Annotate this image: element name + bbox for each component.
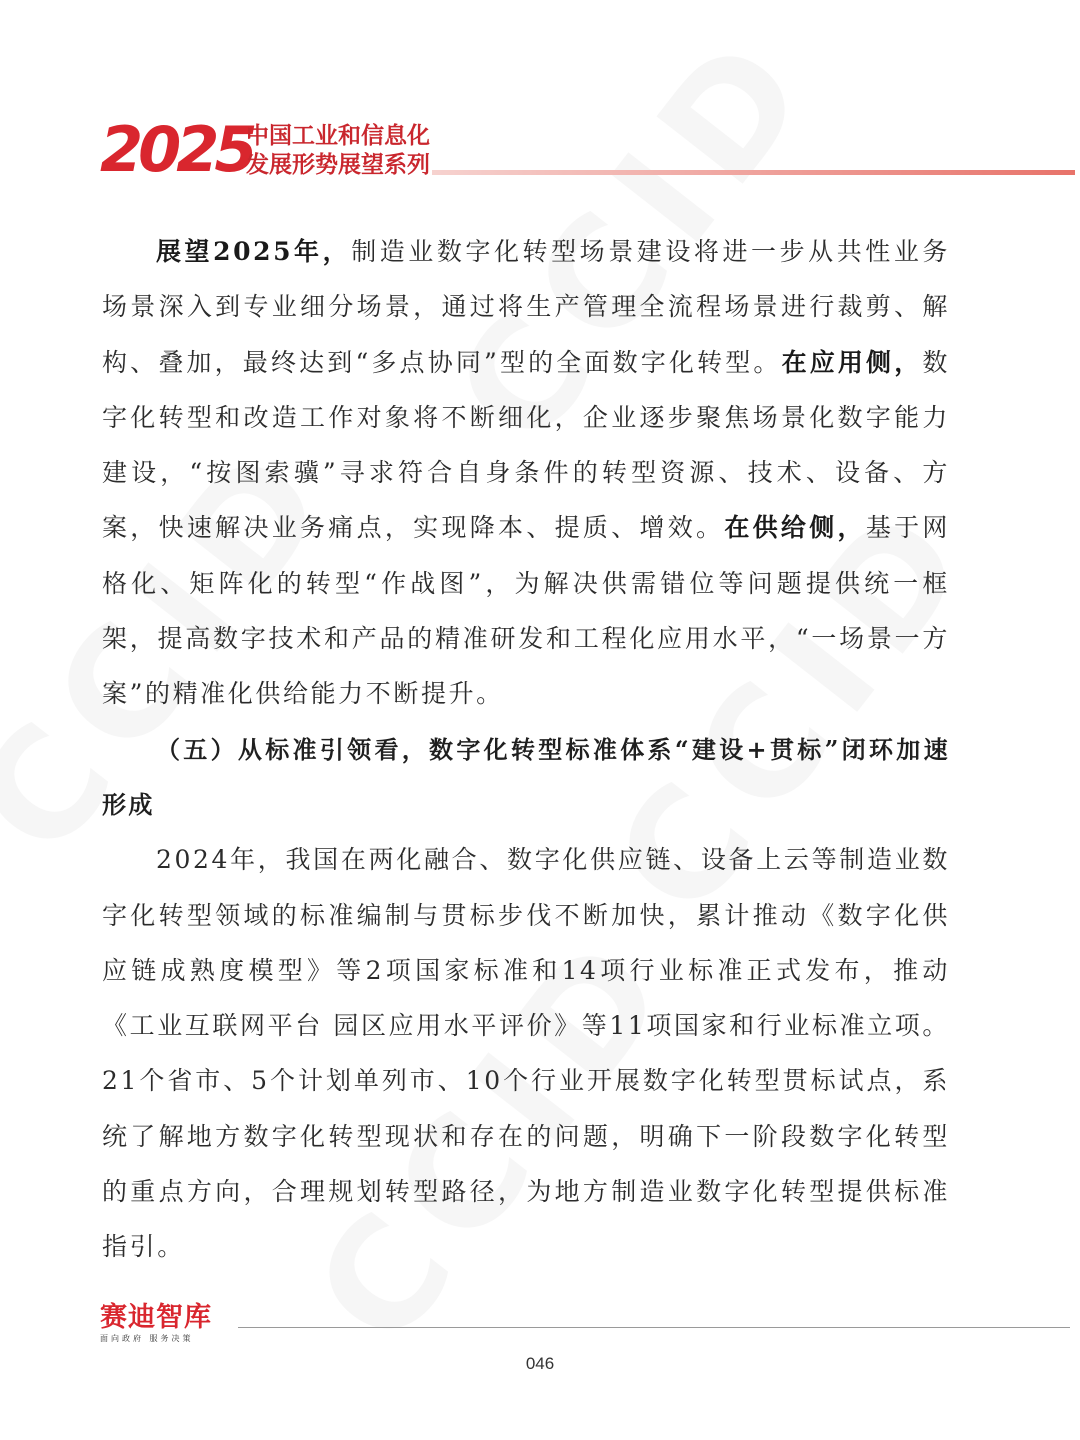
lead-outlook: 展望2025年， [156, 237, 352, 266]
footer-slogan: 面向政府 服务决策 [100, 1334, 194, 1343]
main-content [102, 224, 950, 1275]
paragraph-standards: 2024年，我国在两化融合、数字化供应链、设备上云等制造业数字化转型领域的标准编制与贯标步伐不断加快，累计推动《数字化供应链成熟度模型》等2项国家标准和14项行业标准正式发布，推动《工业互联网平台 园区应用水平评价》等11项国家和行业标准立项。21个省市、5个计划单列市、10个行业开展数字化转型贯标试点，系统了解地方数字化转型现状和存在的问题，明确下一阶段数字化转型的重点方向，合理规划转型路径，为地方制造业数字化转型提供标准指引。 [102, 845, 950, 1262]
year-logo: 2025 [100, 113, 253, 186]
section-heading: （五）从标准引领看，数字化转型标准体系“建设+贯标”闭环加速形成 [102, 734, 950, 819]
lead-application-side: 在应用侧， [781, 347, 923, 377]
footer-divider [238, 1327, 1070, 1328]
text-application-side: 数字化转型和改造工作对象将不断细化，企业逐步聚焦场景化数字能力建设，“按图索骥”寻求符合自身条件的转型资源、技术、设备、方案，快速解决业务痛点，实现降本、提质、增效。 [102, 347, 950, 543]
footer-logo [100, 1303, 212, 1345]
lead-supply-side: 在供给侧， [724, 513, 866, 543]
text-supply-side: 基于网格化、矩阵化的转型“作战图”，为解决供需错位等问题提供统一框架，提高数字技术和产品的精准研发和工程化应用水平，“一场景一方案”的精准化供给能力不断提升。 [102, 513, 950, 709]
series-title-line1: 中国工业和信息化 [246, 123, 430, 149]
series-title-line2: 发展形势展望系列 [246, 152, 430, 178]
paragraph-outlook [102, 224, 950, 722]
page-header [100, 113, 1075, 188]
text-outlook: 制造业数字化转型场景建设将进一步从共性业务场景深入到专业细分场景，通过将生产管理全流程场景进行裁剪、解构、叠加，最终达到“多点协同”型的全面数字化转型。 [102, 237, 950, 377]
page-number: 046 [525, 1354, 555, 1373]
series-title [246, 122, 430, 180]
header-divider [432, 170, 1075, 175]
footer-brand: 赛迪智库 [100, 1302, 212, 1333]
